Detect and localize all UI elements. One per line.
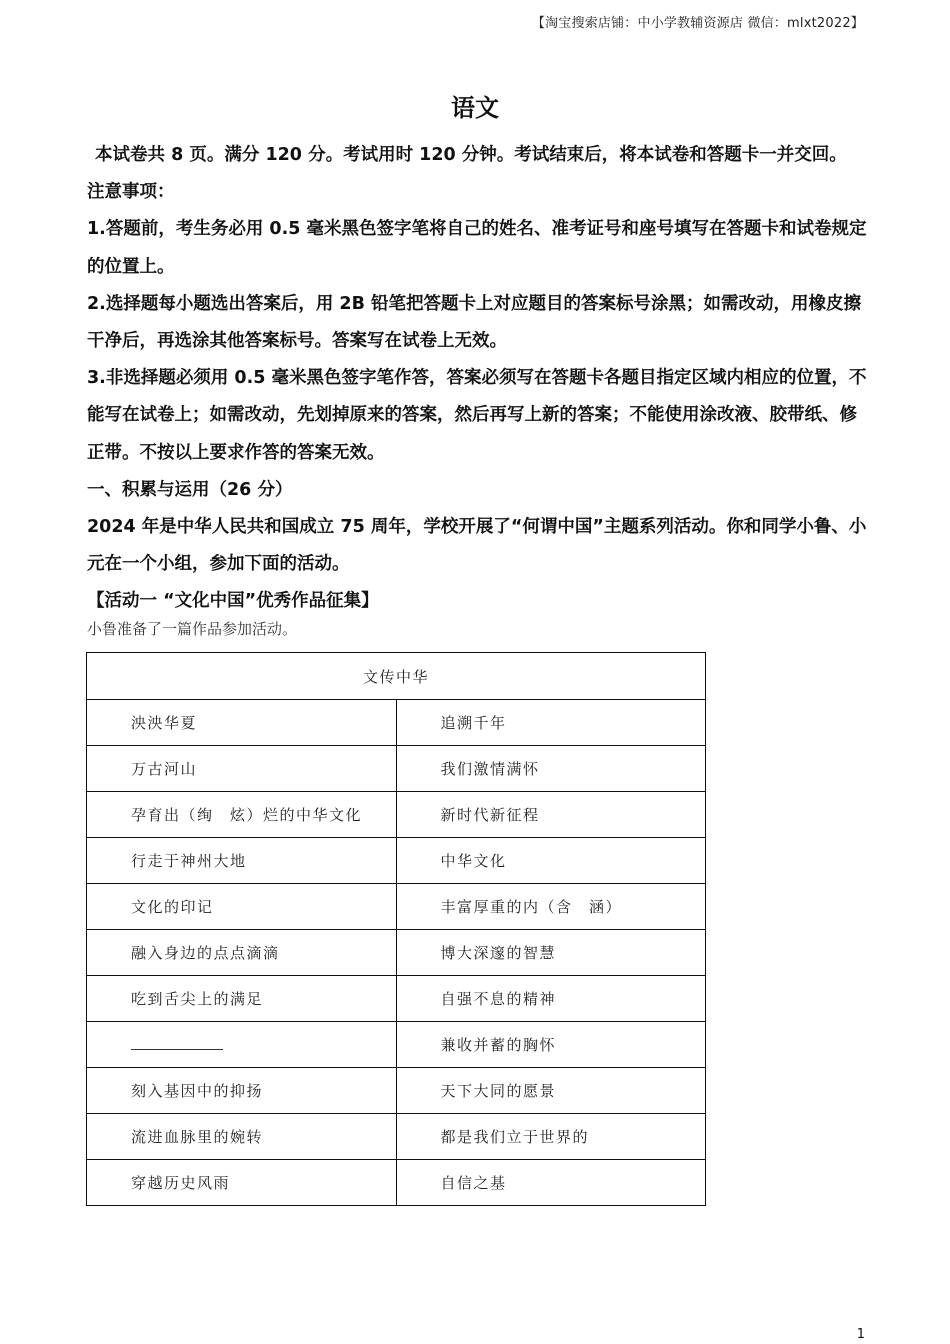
notice-item-2: 2.选择题每小题选出答案后，用 2B 铅笔把答题卡上对应题目的答案标号涂黑；如需改动，用橡皮擦干净后，再选涂其他答案标号。答案写在试卷上无效。: [87, 293, 862, 352]
poem-row: [87, 792, 706, 838]
poem-line-left: 融入身边的点点滴滴: [87, 930, 397, 976]
fill-in-blank: [131, 1039, 223, 1050]
poem-line-right: 兼收并蓄的胸怀: [396, 1022, 706, 1068]
poem-line-right: 丰富厚重的内（含 涵）: [396, 884, 706, 930]
poem-title: 文传中华: [87, 653, 706, 700]
poem-line-right: 我们激情满怀: [396, 746, 706, 792]
poem-line-left: 刻入基因中的抑扬: [87, 1068, 397, 1114]
page-number: 1: [856, 1327, 865, 1342]
poem-line-left: 文化的印记: [87, 884, 397, 930]
poem-row: [87, 1068, 706, 1114]
poem-row: [87, 1160, 706, 1206]
poem-line-right: 天下大同的愿景: [396, 1068, 706, 1114]
poem-line-left: 穿越历史风雨: [87, 1160, 397, 1206]
poem-line-right: 都是我们立于世界的: [396, 1114, 706, 1160]
poem-line-right: 中华文化: [396, 838, 706, 884]
poem-line-right: 自强不息的精神: [396, 976, 706, 1022]
exam-overview: 本试卷共 8 页。满分 120 分。考试用时 120 分钟。考试结束后，将本试卷和答题卡一并交回。: [95, 145, 847, 165]
section-heading: 一、积累与运用（26 分）: [87, 479, 293, 500]
poem-line-right: 博大深邃的智慧: [396, 930, 706, 976]
activity-intro: 小鲁准备了一篇作品参加活动。: [87, 620, 298, 638]
poem-line-left: 吃到舌尖上的满足: [87, 976, 397, 1022]
poem-line-left: 流进血脉里的婉转: [87, 1114, 397, 1160]
poem-table: [86, 652, 706, 1206]
poem-row: [87, 1114, 706, 1160]
notice-item-3: 3.非选择题必须用 0.5 毫米黑色签字笔作答，答案必须写在答题卡各题目指定区域内相应的位置，不能写在试卷上；如需改动，先划掉原来的答案，然后再写上新的答案；不能使用涂改液、胶带纸、修正带。不按以上要求作答的答案无效。: [87, 368, 867, 463]
header-watermark-note: 【淘宝搜索店铺：中小学教辅资源店 微信：mlxt2022】: [531, 16, 864, 31]
page-title: 语文: [451, 94, 499, 122]
poem-line-right: 新时代新征程: [396, 792, 706, 838]
poem-row: [87, 746, 706, 792]
poem-line-left: 行走于神州大地: [87, 838, 397, 884]
poem-row: [87, 976, 706, 1022]
notice-item-1: 1.答题前，考生务必用 0.5 毫米黑色签字笔将自己的姓名、准考证号和座号填写在答题卡和试卷规定的位置上。: [87, 219, 867, 277]
poem-line-left: 万古河山: [87, 746, 397, 792]
notice-label: 注意事项：: [87, 182, 175, 203]
background-text: 2024 年是中华人民共和国成立 75 周年，学校开展了“何谓中国”主题系列活动。你和同学小鲁、小元在一个小组，参加下面的活动。: [87, 517, 867, 575]
poem-row: [87, 930, 706, 976]
poem-row: [87, 700, 706, 746]
poem-row: [87, 884, 706, 930]
poem-row: [87, 838, 706, 884]
poem-title-row: [87, 653, 706, 700]
poem-line-left: 泱泱华夏: [87, 700, 397, 746]
poem-line-left: [87, 1022, 397, 1068]
poem-line-left: 孕育出（绚 炫）烂的中华文化: [87, 792, 397, 838]
exam-instructions: [87, 137, 867, 621]
poem-line-right: 追溯千年: [396, 700, 706, 746]
activity-heading: 【活动一 “文化中国”优秀作品征集】: [87, 591, 379, 612]
poem-line-right: 自信之基: [396, 1160, 706, 1206]
poem-row: [87, 1022, 706, 1068]
